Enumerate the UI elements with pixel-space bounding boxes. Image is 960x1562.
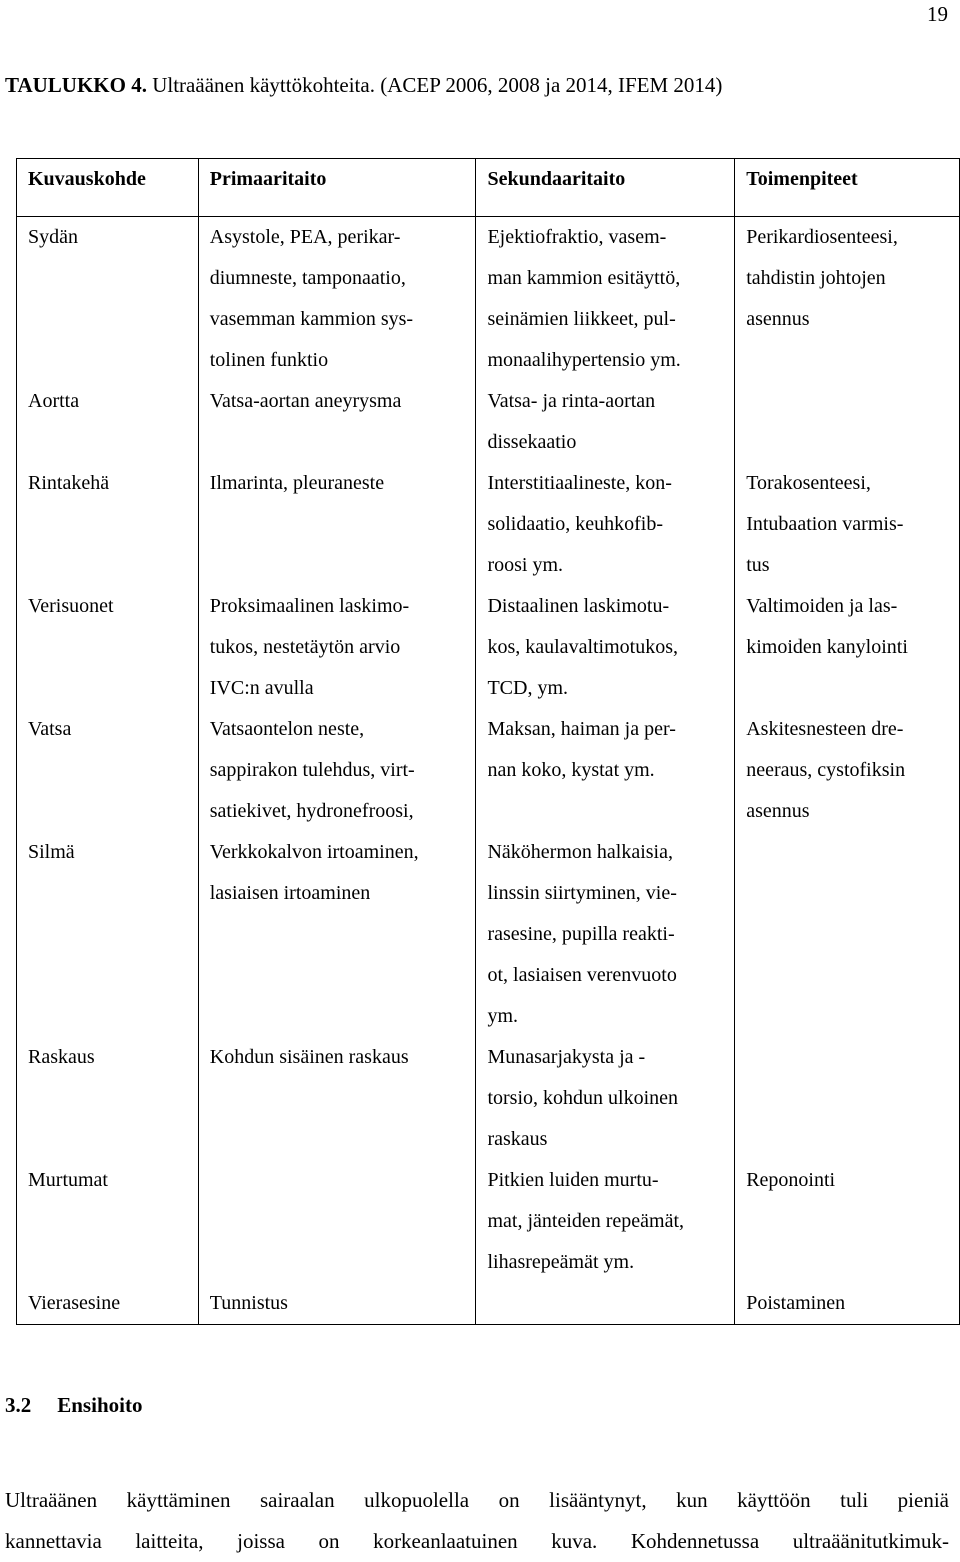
cell-line: satiekivet, hydronefroosi, (209, 800, 414, 822)
cell-primaaritaito (198, 1160, 476, 1283)
table-row (17, 1283, 960, 1325)
cell-line: Aortta (28, 390, 80, 412)
table-row (17, 1160, 960, 1283)
cell-primaaritaito (198, 586, 476, 709)
cell-line: man kammion esitäyttö, (487, 267, 681, 289)
cell-line: Distaalinen laskimotu- (487, 595, 670, 617)
cell-toimenpiteet (735, 832, 960, 1037)
cell-line: Rintakehä (28, 472, 110, 494)
cell-line: dissekaatio (487, 431, 577, 453)
cell-line: Askitesnesteen dre- (746, 718, 904, 740)
cell-kuvauskohde (17, 1283, 199, 1325)
cell-line: monaalihypertensio ym. (487, 349, 681, 371)
cell-line: Pitkien luiden murtu- (487, 1169, 659, 1191)
cell-line: kimoiden kanylointi (746, 636, 908, 658)
cell-line: roosi ym. (487, 554, 564, 576)
cell-line: neeraus, cystofiksin (746, 759, 906, 781)
cell-line: tolinen funktio (209, 349, 329, 371)
cell-line: Kohdun sisäinen raskaus (209, 1046, 409, 1068)
cell-line: Perikardiosenteesi, (746, 226, 898, 248)
body-line: Ultraäänen käyttäminen sairaalan ulkopuolella on lisääntynyt, kun käyttöön tuli pieniä (5, 1488, 949, 1512)
cell-line: Tunnistus (209, 1292, 288, 1314)
section-title: Ensihoito (57, 1393, 143, 1417)
cell-line: Maksan, haiman ja per- (487, 718, 676, 740)
cell-line: Munasarjakysta ja - (487, 1046, 646, 1068)
cell-line: IVC:n avulla (209, 677, 314, 699)
cell-line: Verkkokalvon irtoaminen, (209, 841, 419, 863)
cell-primaaritaito (198, 1283, 476, 1325)
cell-line: Raskaus (28, 1046, 95, 1068)
header-toimenpiteet: Toimenpiteet (735, 159, 960, 217)
cell-line: TCD, ym. (487, 677, 569, 699)
table-row (17, 463, 960, 586)
cell-line: sappirakon tulehdus, virt- (209, 759, 415, 781)
cell-line: tus (746, 554, 770, 576)
header-kuvauskohde: Kuvauskohde (17, 159, 199, 217)
cell-line: raskaus (487, 1128, 548, 1150)
cell-kuvauskohde (17, 709, 199, 832)
cell-line: Intubaation varmis- (746, 513, 904, 535)
cell-line: Näköhermon halkaisia, (487, 841, 673, 863)
cell-line: ot, lasiaisen verenvuoto (487, 964, 677, 986)
section-number: 3.2 (5, 1393, 32, 1417)
table-caption (5, 73, 722, 98)
cell-primaaritaito (198, 381, 476, 463)
cell-line: seinämien liikkeet, pul- (487, 308, 676, 330)
cell-sekundaaritaito (476, 832, 735, 1037)
cell-sekundaaritaito (476, 1160, 735, 1283)
table-caption-text: Ultraäänen käyttökohteita. (ACEP 2006, 2008 ja 2014, IFEM 2014) (152, 73, 723, 97)
cell-line: Interstitiaalineste, kon- (487, 472, 672, 494)
cell-toimenpiteet (735, 1283, 960, 1325)
cell-line: asennus (746, 800, 810, 822)
table-body (17, 217, 960, 1325)
cell-line: nan koko, kystat ym. (487, 759, 655, 781)
table-caption-label: TAULUKKO 4. (5, 73, 147, 97)
section-heading (5, 1393, 142, 1418)
cell-sekundaaritaito (476, 217, 735, 382)
cell-line: kos, kaulavaltimotukos, (487, 636, 679, 658)
cell-line: ym. (487, 1005, 519, 1027)
cell-toimenpiteet (735, 586, 960, 709)
cell-line: lihasrepeämät ym. (487, 1251, 635, 1273)
cell-primaaritaito (198, 217, 476, 382)
cell-sekundaaritaito (476, 586, 735, 709)
cell-sekundaaritaito (476, 1283, 735, 1325)
table-header-row (17, 159, 960, 217)
cell-kuvauskohde (17, 381, 199, 463)
cell-line: mat, jänteiden repeämät, (487, 1210, 685, 1232)
cell-line: Ilmarinta, pleuraneste (209, 472, 385, 494)
cell-line: Vatsa- ja rinta-aortan (487, 390, 656, 412)
cell-line: Poistaminen (746, 1292, 846, 1314)
table-row (17, 709, 960, 832)
cell-kuvauskohde (17, 1160, 199, 1283)
cell-line: Ejektiofraktio, vasem- (487, 226, 667, 248)
table-row (17, 586, 960, 709)
cell-line: rasesine, pupilla reakti- (487, 923, 675, 945)
cell-toimenpiteet (735, 709, 960, 832)
cell-line: Proksimaalinen laskimo- (209, 595, 410, 617)
cell-line: torsio, kohdun ulkoinen (487, 1087, 679, 1109)
cell-kuvauskohde (17, 463, 199, 586)
cell-line: Asystole, PEA, perikar- (209, 226, 401, 248)
cell-primaaritaito (198, 1037, 476, 1160)
cell-sekundaaritaito (476, 1037, 735, 1160)
body-paragraph (5, 1480, 949, 1562)
header-primaaritaito: Primaaritaito (198, 159, 476, 217)
cell-primaaritaito (198, 463, 476, 586)
cell-line: tukos, nestetäytön arvio (209, 636, 401, 658)
cell-line: Vatsa-aortan aneyrysma (209, 390, 402, 412)
cell-primaaritaito (198, 832, 476, 1037)
cell-line: Vierasesine (28, 1292, 121, 1314)
table-row (17, 381, 960, 463)
cell-primaaritaito (198, 709, 476, 832)
cell-line: diumneste, tamponaatio, (209, 267, 406, 289)
cell-line: Reponointi (746, 1169, 836, 1191)
cell-line: asennus (746, 308, 810, 330)
cell-sekundaaritaito (476, 381, 735, 463)
cell-sekundaaritaito (476, 709, 735, 832)
cell-toimenpiteet (735, 463, 960, 586)
cell-toimenpiteet (735, 1037, 960, 1160)
table-row (17, 832, 960, 1037)
ultrasound-use-table (16, 158, 960, 1325)
header-sekundaaritaito: Sekundaaritaito (476, 159, 735, 217)
cell-line: Torakosenteesi, (746, 472, 871, 494)
cell-line: Valtimoiden ja las- (746, 595, 898, 617)
table-row (17, 1037, 960, 1160)
cell-line: Vatsaontelon neste, (209, 718, 365, 740)
cell-line: tahdistin johtojen (746, 267, 886, 289)
cell-kuvauskohde (17, 217, 199, 382)
cell-toimenpiteet (735, 1160, 960, 1283)
cell-line: solidaatio, keuhkofib- (487, 513, 663, 535)
cell-line: vasemman kammion sys- (209, 308, 414, 330)
cell-line: Vatsa (28, 718, 72, 740)
cell-kuvauskohde (17, 1037, 199, 1160)
cell-line: linssin siirtyminen, vie- (487, 882, 677, 904)
cell-toimenpiteet (735, 217, 960, 382)
table-row (17, 217, 960, 382)
cell-line: Verisuonet (28, 595, 114, 617)
cell-toimenpiteet (735, 381, 960, 463)
cell-line: lasiaisen irtoaminen (209, 882, 371, 904)
cell-line: Murtumat (28, 1169, 108, 1191)
cell-line: Silmä (28, 841, 75, 863)
body-line: kannettavia laitteita, joissa on korkeanlaatuinen kuva. Kohdennetussa ultraäänitutkimuk- (5, 1529, 949, 1553)
page-number: 19 (927, 2, 948, 26)
cell-sekundaaritaito (476, 463, 735, 586)
cell-line: Sydän (28, 226, 78, 248)
cell-kuvauskohde (17, 832, 199, 1037)
cell-kuvauskohde (17, 586, 199, 709)
